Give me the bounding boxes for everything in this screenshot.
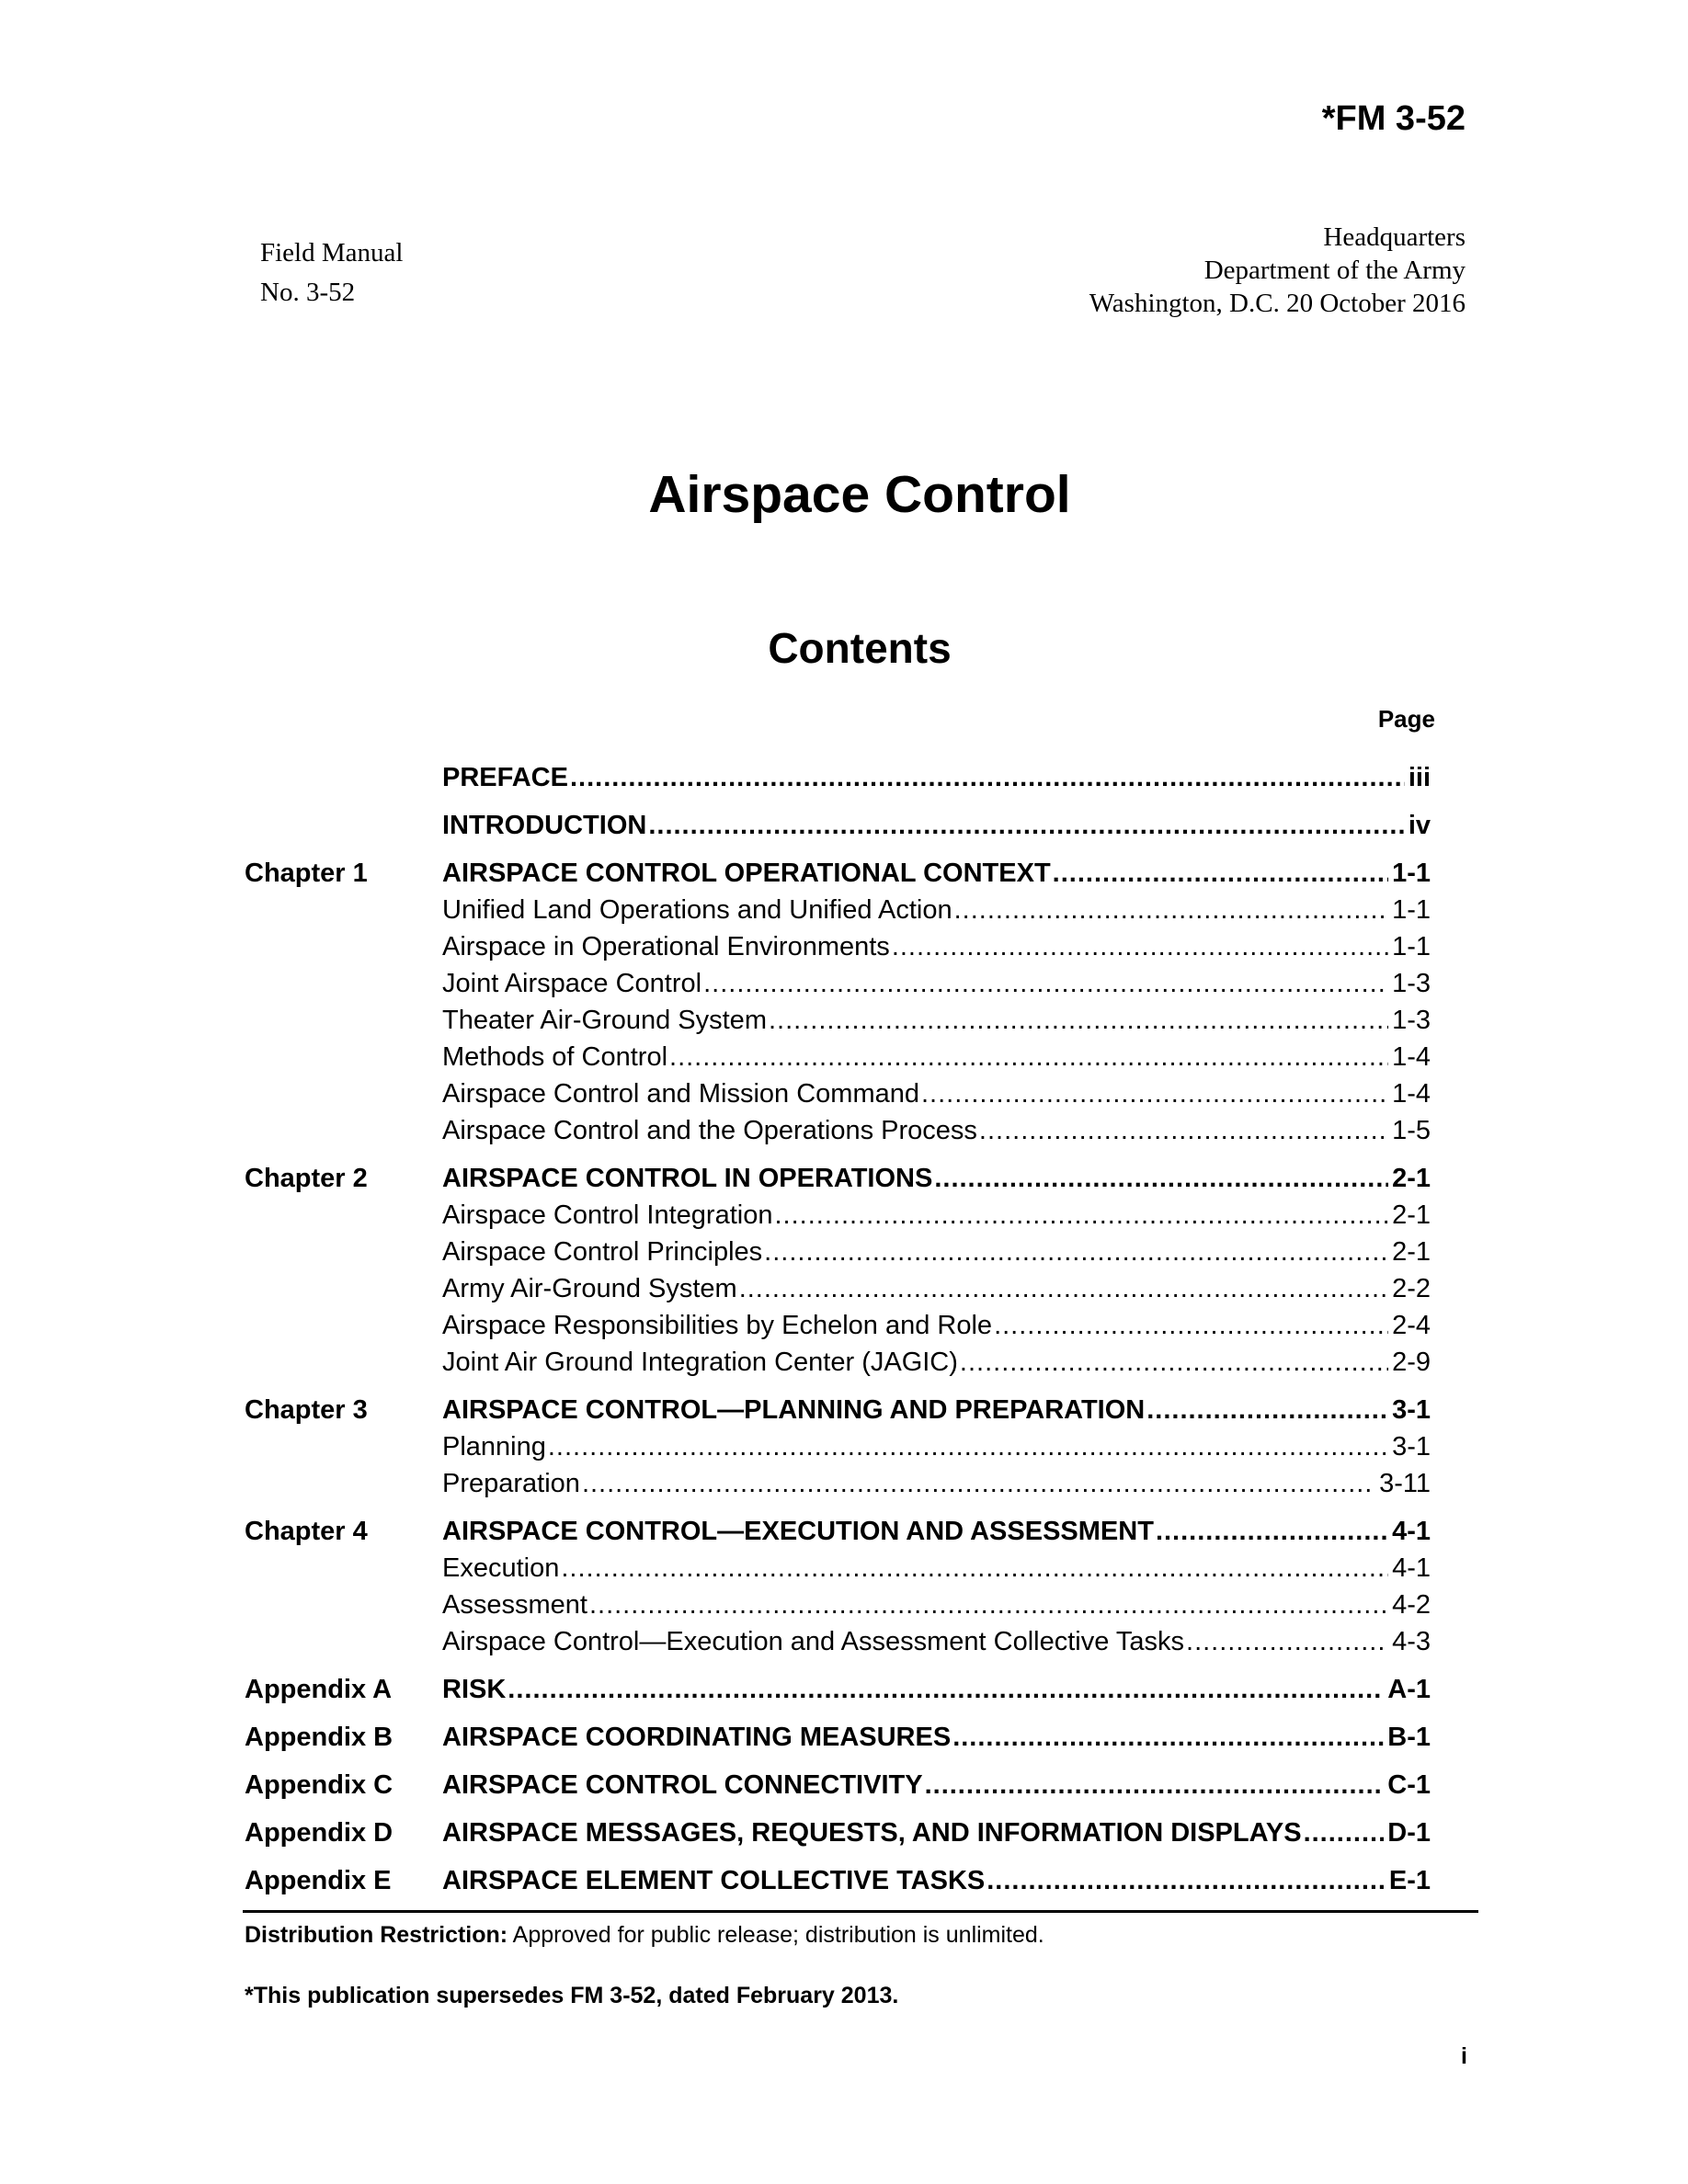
toc-dot-leader (921, 1079, 1388, 1109)
toc-dot-leader (979, 1116, 1388, 1146)
toc-entry-major[interactable] (245, 1382, 1431, 1429)
toc-entry-page: 3-1 (1392, 1395, 1431, 1425)
toc-entry-title: Airspace in Operational Environments (442, 932, 890, 961)
toc-entry-title: Preparation (442, 1469, 580, 1498)
document-title: Airspace Control (648, 465, 1071, 524)
toc-entry-title: Theater Air-Ground System (442, 1006, 767, 1035)
toc-entry-major[interactable] (245, 1661, 1431, 1709)
toc-entry-page: 1-3 (1392, 969, 1431, 998)
distribution-restriction (245, 1922, 1044, 1949)
toc-entry-page: C-1 (1387, 1770, 1431, 1800)
toc-entry-line (442, 1627, 1431, 1657)
toc-entry-title: Airspace Control Integration (442, 1200, 773, 1230)
toc-dot-leader (561, 1553, 1388, 1584)
toc-entry-title: Planning (442, 1432, 546, 1462)
headquarters-line-2: Department of the Army (1203, 256, 1466, 285)
table-of-contents (245, 749, 1431, 1900)
toc-dot-leader (1156, 1517, 1388, 1547)
headquarters-line-3: Washington, D.C. 20 October 2016 (1089, 289, 1466, 318)
toc-dot-leader (1186, 1627, 1388, 1657)
toc-dot-leader (987, 1866, 1386, 1896)
toc-entry-page: 1-4 (1392, 1079, 1431, 1109)
toc-entry[interactable] (245, 1466, 1431, 1503)
contents-heading: Contents (768, 624, 952, 672)
toc-entry-line (442, 1517, 1431, 1547)
field-manual-label: Field Manual (260, 238, 404, 267)
toc-entry-line (442, 1469, 1431, 1499)
toc-entry[interactable] (245, 1551, 1431, 1587)
toc-dot-leader (954, 895, 1388, 926)
toc-dot-leader (548, 1432, 1388, 1462)
toc-entry-page: 4-2 (1392, 1590, 1431, 1620)
toc-entry-line (442, 932, 1431, 962)
toc-entry-page: 4-1 (1392, 1517, 1431, 1546)
toc-entry-page: 1-5 (1392, 1116, 1431, 1145)
toc-entry-title: Airspace Responsibilities by Echelon and Role (442, 1311, 993, 1340)
footer-divider (243, 1910, 1478, 1913)
toc-entry-major[interactable] (245, 1709, 1431, 1757)
toc-entry[interactable] (245, 1198, 1431, 1234)
toc-entry[interactable] (245, 1587, 1431, 1624)
toc-entry-page: 3-11 (1379, 1469, 1431, 1498)
toc-entry-label: Appendix E (245, 1866, 392, 1895)
toc-entry-page: 2-9 (1392, 1348, 1431, 1377)
toc-entry-line (442, 895, 1431, 926)
toc-dot-leader (570, 763, 1405, 793)
toc-entry[interactable] (245, 1345, 1431, 1382)
toc-entry-line (442, 1866, 1431, 1896)
toc-entry-line (442, 1006, 1431, 1036)
toc-entry-major[interactable] (245, 1503, 1431, 1551)
toc-entry-line (442, 1770, 1431, 1801)
toc-entry-label: Chapter 4 (245, 1517, 368, 1546)
toc-dot-leader (739, 1274, 1388, 1304)
field-manual-block (260, 233, 403, 313)
toc-entry-title: Execution (442, 1553, 560, 1583)
toc-entry-page: B-1 (1387, 1723, 1431, 1752)
toc-dot-leader (934, 1164, 1388, 1194)
supersedes-note: *This publication supersedes FM 3-52, dated February 2013. (245, 1983, 899, 2008)
toc-entry-title: Unified Land Operations and Unified Action (442, 895, 952, 925)
toc-entry-label: Appendix A (245, 1675, 393, 1704)
toc-entry-title: INTRODUCTION (442, 811, 647, 840)
toc-entry-label: Chapter 1 (245, 859, 368, 888)
toc-dot-leader (960, 1348, 1388, 1378)
toc-entry-title: Airspace Control—Execution and Assessment Collective Tasks (442, 1627, 1185, 1656)
toc-entry-line (442, 1116, 1431, 1146)
toc-dot-leader (1304, 1818, 1385, 1848)
toc-entry-page: 1-3 (1392, 1006, 1431, 1035)
toc-entry-line (442, 1432, 1431, 1462)
toc-entry-major[interactable] (245, 1150, 1431, 1198)
toc-entry-page: 2-2 (1392, 1274, 1431, 1303)
toc-entry-label: Appendix C (245, 1770, 393, 1800)
toc-dot-leader (952, 1723, 1384, 1753)
toc-entry-line (442, 1200, 1431, 1231)
toc-entry[interactable] (245, 1076, 1431, 1113)
toc-dot-leader (589, 1590, 1388, 1621)
toc-entry-label: Chapter 3 (245, 1395, 368, 1425)
toc-entry-line (442, 1553, 1431, 1584)
distribution-label: Distribution Restriction: (245, 1922, 508, 1948)
toc-entry-page: 1-4 (1392, 1042, 1431, 1072)
toc-entry-title: Joint Air Ground Integration Center (JAGIC) (442, 1348, 958, 1377)
toc-entry[interactable] (245, 929, 1431, 966)
toc-entry-page: E-1 (1388, 1866, 1431, 1895)
page-number: i (1461, 2043, 1467, 2069)
toc-dot-leader (669, 1042, 1388, 1073)
toc-entry-title: AIRSPACE MESSAGES, REQUESTS, AND INFORMATION DISPLAYS (442, 1818, 1302, 1848)
toc-entry-title: Airspace Control Principles (442, 1237, 763, 1267)
toc-entry-page: A-1 (1387, 1675, 1431, 1704)
toc-entry-line (442, 1675, 1431, 1705)
toc-entry[interactable] (245, 893, 1431, 929)
toc-entry[interactable] (245, 1271, 1431, 1308)
toc-entry-line (442, 1395, 1431, 1426)
toc-dot-leader (1146, 1395, 1388, 1426)
toc-entry-line (442, 859, 1431, 889)
toc-entry[interactable] (245, 1040, 1431, 1076)
toc-dot-leader (925, 1770, 1385, 1801)
toc-entry-line (442, 1723, 1431, 1753)
toc-dot-leader (582, 1469, 1375, 1499)
toc-dot-leader (508, 1675, 1384, 1705)
toc-entry-line (442, 1274, 1431, 1304)
toc-entry-page: 1-1 (1392, 895, 1431, 925)
toc-entry[interactable] (245, 1003, 1431, 1040)
toc-entry-title: Airspace Control and the Operations Process (442, 1116, 977, 1145)
toc-entry-line (442, 1042, 1431, 1073)
toc-entry-title: Army Air-Ground System (442, 1274, 737, 1303)
toc-entry-line (442, 1348, 1431, 1378)
toc-entry-title: AIRSPACE CONTROL—PLANNING AND PREPARATION (442, 1395, 1146, 1425)
toc-entry[interactable] (245, 1624, 1431, 1661)
toc-dot-leader (994, 1311, 1388, 1341)
field-manual-number: No. 3-52 (260, 278, 356, 307)
toc-entry-title: AIRSPACE CONTROL IN OPERATIONS (442, 1164, 933, 1193)
toc-entry-page: iii (1408, 763, 1431, 792)
toc-entry-major[interactable] (245, 1852, 1431, 1900)
toc-dot-leader (703, 969, 1388, 999)
toc-entry-title: AIRSPACE CONTROL CONNECTIVITY (442, 1770, 923, 1800)
toc-entry-major[interactable] (245, 749, 1431, 797)
page-column-label: Page (1377, 705, 1435, 733)
document-code: *FM 3-52 (1321, 99, 1466, 138)
toc-entry-line (442, 811, 1431, 841)
toc-entry-page: 2-1 (1392, 1200, 1431, 1230)
toc-entry[interactable] (245, 1308, 1431, 1345)
toc-entry-page: 3-1 (1392, 1432, 1431, 1462)
toc-entry-page: 4-3 (1392, 1627, 1431, 1656)
distribution-text: Approved for public release; distribution is unlimited. (508, 1922, 1044, 1948)
toc-entry[interactable] (245, 1113, 1431, 1150)
toc-entry-line (442, 969, 1431, 999)
toc-dot-leader (892, 932, 1388, 962)
toc-entry-line (442, 1311, 1431, 1341)
toc-entry-page: 1-1 (1392, 932, 1431, 961)
toc-entry-title: Assessment (442, 1590, 587, 1620)
toc-entry-major[interactable] (245, 1804, 1431, 1852)
toc-entry-line (442, 1818, 1431, 1848)
toc-entry-page: D-1 (1387, 1818, 1431, 1848)
toc-entry-title: AIRSPACE CONTROL—EXECUTION AND ASSESSMENT (442, 1517, 1154, 1546)
toc-entry-page: 2-1 (1392, 1237, 1431, 1267)
toc-entry-label: Appendix B (245, 1723, 393, 1752)
toc-entry-line (442, 1590, 1431, 1621)
toc-entry-line (442, 1237, 1431, 1268)
toc-dot-leader (1053, 859, 1388, 889)
toc-entry-label: Appendix D (245, 1818, 393, 1848)
toc-dot-leader (774, 1200, 1388, 1231)
toc-entry-title: Joint Airspace Control (442, 969, 702, 998)
toc-entry-page: 2-1 (1392, 1164, 1431, 1193)
toc-entry-page: 1-1 (1392, 859, 1431, 888)
toc-dot-leader (769, 1006, 1388, 1036)
toc-entry-line (442, 1164, 1431, 1194)
toc-entry-page: 4-1 (1392, 1553, 1431, 1583)
headquarters-line-1: Headquarters (1323, 222, 1466, 252)
headquarters-block (1089, 221, 1466, 320)
toc-entry-title: AIRSPACE CONTROL OPERATIONAL CONTEXT (442, 859, 1051, 888)
toc-entry-page: 2-4 (1392, 1311, 1431, 1340)
toc-entry[interactable] (245, 1429, 1431, 1466)
toc-entry-title: AIRSPACE ELEMENT COLLECTIVE TASKS (442, 1866, 986, 1895)
toc-entry[interactable] (245, 966, 1431, 1003)
toc-dot-leader (764, 1237, 1388, 1268)
toc-entry-major[interactable] (245, 1757, 1431, 1804)
toc-entry-title: Airspace Control and Mission Command (442, 1079, 919, 1109)
toc-entry-label: Chapter 2 (245, 1164, 368, 1193)
toc-entry-title: AIRSPACE COORDINATING MEASURES (442, 1723, 952, 1752)
toc-entry[interactable] (245, 1234, 1431, 1271)
toc-entry-page: iv (1408, 811, 1431, 840)
toc-entry-title: RISK (442, 1675, 507, 1704)
toc-entry-line (442, 763, 1431, 793)
toc-entry-line (442, 1079, 1431, 1109)
toc-entry-major[interactable] (245, 797, 1431, 845)
toc-entry-title: Methods of Control (442, 1042, 668, 1072)
toc-entry-major[interactable] (245, 845, 1431, 893)
toc-entry-title: PREFACE (442, 763, 568, 792)
toc-dot-leader (648, 811, 1404, 841)
